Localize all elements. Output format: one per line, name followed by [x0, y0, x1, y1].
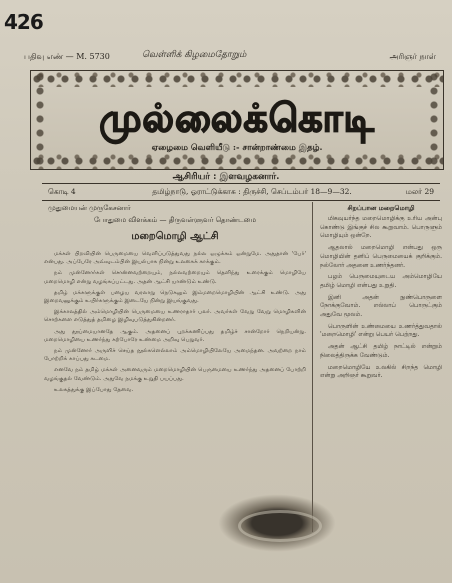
right-column-heading: சிறப்பான மறைமொழி: [347, 204, 415, 212]
article-paragraph: இக்காலத்தில் அம்மொழியின் பெருமையை உணராதார் பலர். அவர்கள் வேறு வேறு மொழிகளின் சொற்களை எடுத்துத் தமிழை இழிவுபடுத்துகின்றனர்.: [44, 309, 306, 324]
page-number: 426: [4, 10, 43, 34]
article-heading: மறைமொழி ஆட்சி: [131, 231, 219, 242]
article-paragraph: மக்கள் பிறவியின் பெருமையை வெளிப்படுத்துவது நல்ல ஒழுக்கம் ஒன்றுமே. அதுதான் 'பேர்' என்பது. அப்பேரே அவ்வுடம்பின் இயல்பாக நின்று உலகைக் காக்கும்.: [44, 251, 306, 266]
article-paragraph: மறைமொழியே உலகில் சிறந்த மொழி என்று அறிஞர் கூறுவர்.: [320, 363, 442, 380]
column-lead: முதுமையன் முருகேசனார்: [48, 204, 131, 212]
article-paragraph: எனவே நம் தமிழ் மக்கள் அனைவரும் மறைமொழியின் பெருமையை உணர்ந்து அதனைப் போற்றி வழங்குதல் வேண்டும். அதுவே நமக்கு உறுதி பயப்பது.: [44, 367, 306, 382]
vine-border-left: [31, 71, 49, 169]
article-paragraph: அது தூய்மையானதே ஆகும். அதனைப் புறக்கணிப்பது தமிழ்ச் சான்றோர் நெறியன்று. மறைமொழியை உணர்ந்து கற்போரே உண்மை அறிவு பெறுவர்.: [44, 328, 306, 343]
article-paragraph: உலகத்துக்கு இப்போது தேவை.: [54, 386, 134, 393]
left-column: [44, 204, 306, 534]
issue-number: மலர் 29: [405, 187, 434, 196]
right-column: [320, 204, 442, 540]
masthead-subtitle: ஏழைமை வெளியீடு :- சான்றாண்மை இதழ்.: [151, 143, 323, 153]
registration-line: [24, 52, 444, 66]
issue-date: தமிழ்நாடு, ஓராட்டுக்காசு : திருச்சி, செப்டம்பர் 18—9—32.: [152, 187, 352, 196]
registration-note: அரிஞர் நாள்: [389, 52, 436, 61]
article-paragraph: இனி அதன் நுண்பொருளை நோக்குவோம். எல்லாப் பொருட்கும் அதுவே மூலம்.: [320, 293, 442, 319]
ink-stamp: [218, 494, 336, 552]
issue-line: [42, 183, 440, 201]
article-paragraph: அதன் ஆட்சி தமிழ் நாட்டில் என்றும் நிலைத்திருக்க வேண்டும்.: [320, 343, 442, 359]
article-paragraph: நம் முன்னோர் அருளிச் செய்த நூல்களெல்லாம் அம்மொழியிலேயே அமைந்தன. அவற்றை நாம் போற்றிக் காப்பது கடமை.: [44, 348, 306, 363]
issue-volume: கொடி 4: [48, 187, 76, 196]
editor-line: ஆசிரியர் : இளவழகனார்.: [172, 172, 280, 182]
publication-day: வெள்ளிக் கிழமைதோறும்: [142, 50, 247, 60]
registration-number: பதிவு எண் — M. 5730: [24, 52, 110, 61]
article-paragraph: ஆதலால் மறைமொழி என்பது ஒரு மொழியின் தனிப் பெருமையைக் குறிக்கும். நல்லோர் அதனை உணர்ந்தனர்.: [320, 244, 442, 269]
column-divider: [312, 202, 313, 532]
vine-border-bottom: [31, 153, 443, 169]
vine-border-right: [425, 71, 443, 169]
article-paragraph: பொருளின் உண்மையை உணர்த்துவதால் 'மறைமொழி' என்று பெயர் பெற்றது.: [320, 322, 442, 339]
vine-border-top: [31, 71, 443, 87]
masthead: [30, 70, 444, 170]
article-paragraph: பழம் பெருமையுடைய அம்மொழியே தமிழ் மொழி என்பது உறுதி.: [320, 273, 442, 289]
article-paragraph: நம் முன்னோர்கள் சொன்னவற்றையும், நல்லவற்றையும் தெளிந்து உரைக்கும் மொழியே மறைமொழி என்று வழங்கப்பட்டது. அதன் ஆட்சி யாண்டும் உண்டு.: [44, 270, 306, 285]
column-subhead: போதுமை விளக்கம் — திருவள்ளுவர் தொண்டமை: [94, 216, 256, 224]
article-paragraph: தமிழ் மக்களுக்குள் பழைய வரலாறு நெடுகலும் இம்மறைமொழியின் ஆட்சி உண்டு. அது இறைவனுக்கும் உயிர்களுக்கும் இடையே நின்று இயங்குவது.: [44, 289, 306, 305]
masthead-title: முல்லைக்கொடி: [99, 96, 375, 140]
article-paragraph: மிகவுயர்ந்த மறைமொழிக்கு உரிய அன்பு கொண்டு இங்குச் சில கூறுவாம். பொருளும் மொழியும் ஒன்றே.: [320, 215, 442, 240]
